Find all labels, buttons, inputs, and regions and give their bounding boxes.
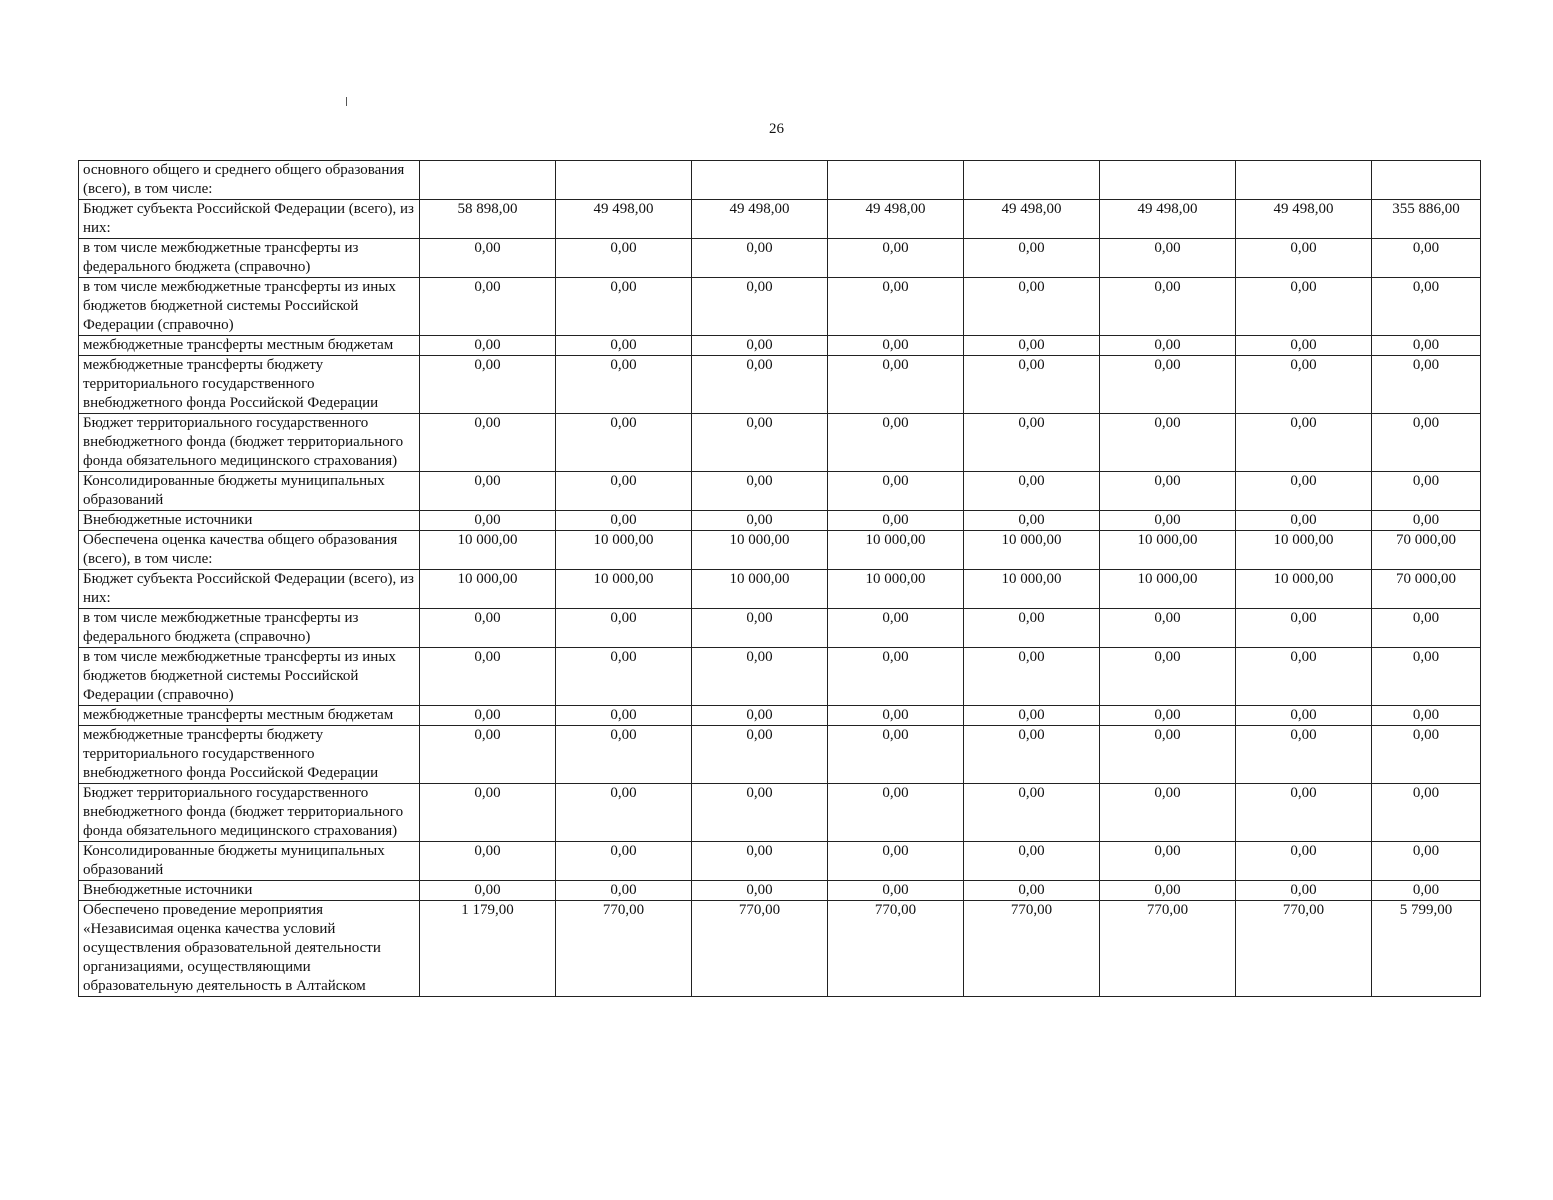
value-cell: 0,00 [692, 609, 828, 648]
value-cell: 0,00 [692, 648, 828, 706]
value-cell: 0,00 [964, 784, 1100, 842]
value-cell: 0,00 [556, 648, 692, 706]
value-cell: 0,00 [1372, 336, 1481, 356]
value-cell [1236, 161, 1372, 200]
value-cell: 0,00 [1236, 648, 1372, 706]
value-cell: 10 000,00 [420, 570, 556, 609]
value-cell: 0,00 [420, 842, 556, 881]
value-cell: 49 498,00 [828, 200, 964, 239]
value-cell: 0,00 [964, 842, 1100, 881]
table-row [79, 784, 1481, 842]
value-cell: 0,00 [1372, 726, 1481, 784]
value-cell: 0,00 [556, 278, 692, 336]
table-row [79, 648, 1481, 706]
value-cell: 49 498,00 [692, 200, 828, 239]
value-cell: 0,00 [1372, 842, 1481, 881]
value-cell: 0,00 [420, 784, 556, 842]
value-cell: 355 886,00 [1372, 200, 1481, 239]
table-row [79, 842, 1481, 881]
value-cell: 0,00 [420, 609, 556, 648]
row-label: Бюджет территориального государственного внебюджетного фонда (бюджет территориального фонда обязательного медицинского страхования) [79, 784, 420, 842]
row-label: в том числе межбюджетные трансферты из федерального бюджета (справочно) [79, 239, 420, 278]
value-cell: 0,00 [964, 239, 1100, 278]
value-cell: 0,00 [964, 414, 1100, 472]
value-cell: 10 000,00 [556, 531, 692, 570]
value-cell: 0,00 [1236, 239, 1372, 278]
row-label: в том числе межбюджетные трансферты из иных бюджетов бюджетной системы Российской Федерации (справочно) [79, 278, 420, 336]
value-cell: 770,00 [1100, 901, 1236, 997]
value-cell: 0,00 [964, 648, 1100, 706]
value-cell: 58 898,00 [420, 200, 556, 239]
value-cell: 0,00 [420, 414, 556, 472]
value-cell: 0,00 [1100, 414, 1236, 472]
value-cell: 10 000,00 [1100, 531, 1236, 570]
value-cell: 0,00 [964, 278, 1100, 336]
value-cell: 5 799,00 [1372, 901, 1481, 997]
value-cell: 10 000,00 [556, 570, 692, 609]
value-cell: 10 000,00 [692, 531, 828, 570]
value-cell: 1 179,00 [420, 901, 556, 997]
value-cell: 0,00 [964, 472, 1100, 511]
value-cell: 0,00 [828, 239, 964, 278]
value-cell: 0,00 [420, 356, 556, 414]
value-cell: 770,00 [828, 901, 964, 997]
value-cell: 0,00 [420, 881, 556, 901]
value-cell: 0,00 [420, 472, 556, 511]
value-cell: 0,00 [1372, 511, 1481, 531]
row-label: межбюджетные трансферты местным бюджетам [79, 706, 420, 726]
page-number: 26 [769, 121, 784, 137]
value-cell: 0,00 [1100, 842, 1236, 881]
value-cell: 0,00 [828, 609, 964, 648]
value-cell: 0,00 [964, 336, 1100, 356]
value-cell: 10 000,00 [828, 531, 964, 570]
value-cell: 10 000,00 [692, 570, 828, 609]
table-row [79, 414, 1481, 472]
table-body [79, 161, 1481, 997]
value-cell: 0,00 [1100, 726, 1236, 784]
value-cell: 49 498,00 [1100, 200, 1236, 239]
row-label: Бюджет субъекта Российской Федерации (всего), из них: [79, 200, 420, 239]
value-cell [1372, 161, 1481, 200]
value-cell: 0,00 [828, 706, 964, 726]
value-cell: 0,00 [420, 278, 556, 336]
value-cell: 0,00 [1100, 356, 1236, 414]
value-cell: 0,00 [1236, 356, 1372, 414]
value-cell: 0,00 [828, 648, 964, 706]
value-cell: 0,00 [556, 842, 692, 881]
value-cell: 0,00 [828, 881, 964, 901]
value-cell: 0,00 [1236, 784, 1372, 842]
table-row [79, 531, 1481, 570]
value-cell: 0,00 [1100, 239, 1236, 278]
value-cell: 770,00 [556, 901, 692, 997]
table-row [79, 881, 1481, 901]
value-cell: 0,00 [828, 414, 964, 472]
value-cell: 70 000,00 [1372, 570, 1481, 609]
value-cell: 10 000,00 [1236, 531, 1372, 570]
value-cell: 0,00 [1372, 356, 1481, 414]
value-cell: 10 000,00 [1100, 570, 1236, 609]
value-cell: 0,00 [692, 472, 828, 511]
row-label: Консолидированные бюджеты муниципальных образований [79, 472, 420, 511]
value-cell: 49 498,00 [1236, 200, 1372, 239]
value-cell: 0,00 [692, 278, 828, 336]
value-cell: 0,00 [1100, 881, 1236, 901]
value-cell: 0,00 [556, 511, 692, 531]
value-cell: 0,00 [692, 842, 828, 881]
value-cell: 0,00 [556, 239, 692, 278]
value-cell: 0,00 [1372, 648, 1481, 706]
value-cell [420, 161, 556, 200]
value-cell: 70 000,00 [1372, 531, 1481, 570]
value-cell: 0,00 [1100, 511, 1236, 531]
table-row [79, 161, 1481, 200]
value-cell: 0,00 [1372, 414, 1481, 472]
value-cell: 10 000,00 [420, 531, 556, 570]
row-label: Бюджет территориального государственного внебюджетного фонда (бюджет территориального фонда обязательного медицинского страхования) [79, 414, 420, 472]
value-cell: 0,00 [1236, 472, 1372, 511]
row-label: в том числе межбюджетные трансферты из иных бюджетов бюджетной системы Российской Федерации (справочно) [79, 648, 420, 706]
value-cell: 0,00 [964, 511, 1100, 531]
value-cell: 10 000,00 [964, 531, 1100, 570]
value-cell: 10 000,00 [964, 570, 1100, 609]
value-cell: 0,00 [692, 881, 828, 901]
value-cell: 0,00 [1372, 239, 1481, 278]
table-row [79, 336, 1481, 356]
value-cell: 0,00 [1100, 706, 1236, 726]
row-label: межбюджетные трансферты бюджету территориального государственного внебюджетного фонда Российской Федерации [79, 356, 420, 414]
value-cell: 0,00 [692, 414, 828, 472]
table-row [79, 570, 1481, 609]
table-row [79, 609, 1481, 648]
table-row [79, 706, 1481, 726]
value-cell: 0,00 [692, 239, 828, 278]
value-cell: 0,00 [420, 511, 556, 531]
table-row [79, 239, 1481, 278]
row-label: межбюджетные трансферты бюджету территориального государственного внебюджетного фонда Российской Федерации [79, 726, 420, 784]
value-cell: 0,00 [556, 706, 692, 726]
value-cell: 0,00 [692, 356, 828, 414]
value-cell: 0,00 [828, 472, 964, 511]
value-cell [556, 161, 692, 200]
value-cell: 0,00 [1100, 278, 1236, 336]
value-cell: 0,00 [420, 706, 556, 726]
row-label: Внебюджетные источники [79, 511, 420, 531]
table-row [79, 356, 1481, 414]
value-cell: 0,00 [692, 706, 828, 726]
table-row [79, 901, 1481, 997]
value-cell: 0,00 [556, 726, 692, 784]
value-cell: 0,00 [1236, 881, 1372, 901]
table-row [79, 472, 1481, 511]
value-cell: 0,00 [1100, 472, 1236, 511]
value-cell: 0,00 [1236, 706, 1372, 726]
value-cell: 770,00 [1236, 901, 1372, 997]
row-label: в том числе межбюджетные трансферты из федерального бюджета (справочно) [79, 609, 420, 648]
value-cell: 0,00 [420, 336, 556, 356]
value-cell: 0,00 [692, 336, 828, 356]
value-cell: 0,00 [556, 472, 692, 511]
value-cell: 0,00 [420, 726, 556, 784]
row-label: Консолидированные бюджеты муниципальных образований [79, 842, 420, 881]
row-label: межбюджетные трансферты местным бюджетам [79, 336, 420, 356]
table-row [79, 278, 1481, 336]
value-cell: 0,00 [556, 336, 692, 356]
value-cell: 0,00 [1236, 336, 1372, 356]
value-cell [828, 161, 964, 200]
value-cell: 10 000,00 [828, 570, 964, 609]
value-cell: 0,00 [1100, 336, 1236, 356]
value-cell: 0,00 [1236, 609, 1372, 648]
value-cell: 0,00 [420, 239, 556, 278]
value-cell: 0,00 [556, 609, 692, 648]
value-cell: 0,00 [828, 278, 964, 336]
row-label: Обеспечено проведение мероприятия «Независимая оценка качества условий осуществления образовательной деятельности организациями, осуществляющими образовательную деятельность в Алтайском [79, 901, 420, 997]
value-cell [964, 161, 1100, 200]
value-cell: 0,00 [1100, 609, 1236, 648]
row-label: Обеспечена оценка качества общего образования (всего), в том числе: [79, 531, 420, 570]
table-row [79, 511, 1481, 531]
value-cell: 0,00 [556, 881, 692, 901]
value-cell: 0,00 [692, 726, 828, 784]
value-cell: 0,00 [1100, 784, 1236, 842]
row-label: Внебюджетные источники [79, 881, 420, 901]
value-cell: 0,00 [1372, 706, 1481, 726]
value-cell: 0,00 [828, 356, 964, 414]
value-cell: 0,00 [1236, 278, 1372, 336]
value-cell: 0,00 [828, 336, 964, 356]
value-cell: 0,00 [556, 356, 692, 414]
value-cell: 0,00 [964, 356, 1100, 414]
value-cell: 0,00 [692, 784, 828, 842]
value-cell: 0,00 [1372, 278, 1481, 336]
value-cell: 0,00 [1372, 472, 1481, 511]
budget-table [78, 160, 1481, 997]
value-cell: 0,00 [1236, 842, 1372, 881]
row-label: основного общего и среднего общего образования (всего), в том числе: [79, 161, 420, 200]
value-cell: 0,00 [1372, 784, 1481, 842]
table-row [79, 200, 1481, 239]
value-cell: 0,00 [828, 784, 964, 842]
value-cell: 0,00 [692, 511, 828, 531]
value-cell: 10 000,00 [1236, 570, 1372, 609]
value-cell: 0,00 [1372, 609, 1481, 648]
value-cell [692, 161, 828, 200]
value-cell: 0,00 [964, 881, 1100, 901]
value-cell: 49 498,00 [964, 200, 1100, 239]
value-cell: 770,00 [964, 901, 1100, 997]
value-cell: 0,00 [1236, 511, 1372, 531]
value-cell: 0,00 [964, 706, 1100, 726]
value-cell: 0,00 [1236, 726, 1372, 784]
value-cell: 0,00 [1372, 881, 1481, 901]
value-cell: 0,00 [1100, 648, 1236, 706]
row-label: Бюджет субъекта Российской Федерации (всего), из них: [79, 570, 420, 609]
value-cell: 0,00 [964, 609, 1100, 648]
value-cell: 0,00 [828, 842, 964, 881]
value-cell: 0,00 [556, 784, 692, 842]
value-cell: 0,00 [828, 726, 964, 784]
value-cell: 0,00 [1236, 414, 1372, 472]
scan-mark [346, 97, 347, 106]
value-cell [1100, 161, 1236, 200]
value-cell: 0,00 [828, 511, 964, 531]
value-cell: 0,00 [556, 414, 692, 472]
value-cell: 0,00 [420, 648, 556, 706]
value-cell: 770,00 [692, 901, 828, 997]
table-row [79, 726, 1481, 784]
value-cell: 0,00 [964, 726, 1100, 784]
value-cell: 49 498,00 [556, 200, 692, 239]
